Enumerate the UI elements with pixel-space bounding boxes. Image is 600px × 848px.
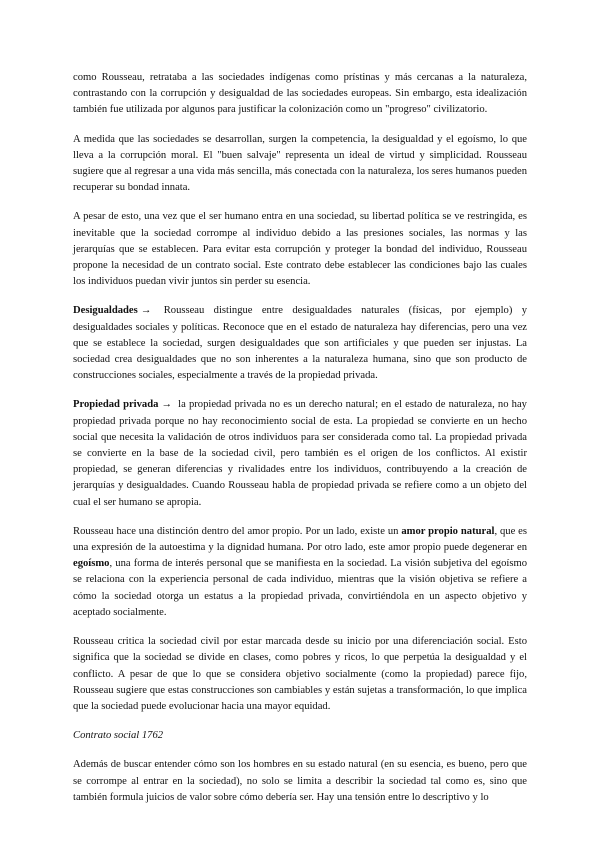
paragraph-sociedad-civil: Rousseau critica la sociedad civil por estar marcada desde su inicio por una diferenciación social. Esto significa que la sociedad se divide en clases, como pobres y ricos, lo que perpetúa la desigualdad y el conflicto. A pesar de que lo que se considera objetivo socialmente (como la propiedad) parece fijo, Rousseau sugiere que estas construcciones son cambiables y están sujetas a transformación, lo que implica que la sociedad puede evolucionar hacia una mayor equidad.	[73, 636, 527, 712]
paragraph-buen-salvaje: A medida que las sociedades se desarrollan, surgen la competencia, la desigualdad y el egoísmo, lo que lleva a la corrupción moral. El "buen salvaje" representa un ideal de virtud y simplicidad. Rousseau sugiere que al regresar a una vida más sencilla, más conectada con la naturaleza, los seres humanos pueden recuperar su bondad innata.	[73, 133, 527, 194]
desigualdades-text: Rousseau distingue entre desigualdades naturales (físicas, por ejemplo) y desigualdades sociales y políticas. Reconoce que en el estado de naturaleza hay diferencias, pero una vez que se establece la sociedad, surgen desigualdades que son artificiales y que pueden ser injustas. La sociedad crea desigualdades que no son inherentes a la naturaleza humana, sino que son producto de construcciones sociales, especialmente a través de la propiedad privada.	[73, 305, 527, 382]
paragraph-intro: como Rousseau, retrataba a las sociedades indígenas como prístinas y más cercanas a la naturaleza, contrastando con la corrupción y desigualdad de las sociedades europeas. Sin embargo, esta idealización también fue utilizada por algunos para justificar la colonización como un "progreso" civilizatorio.	[73, 72, 527, 116]
propiedad-privada-text: la propiedad privada no es un derecho natural; en el estado de naturaleza, no hay propiedad privada porque no hay reconocimiento social de esta. La propiedad se convierte en un hecho social que necesita la validación de otros individuos para ser considerada como tal. La propiedad privada se convierte en la base de la sociedad civil, pero también es el origen de los conflictos. Al existir propiedad, se generan diferencias y rivalidades entre los individuos, contribuyendo a la creación de jerarquías y desigualdades. Cuando Rousseau habla de propiedad privada se refiere como a un objeto del cual el ser humano se apropia.	[73, 399, 527, 508]
document-page	[73, 70, 527, 819]
paragraph-desigualdades	[73, 303, 527, 384]
amor-propio-text-c: , que es una expresión de la autoestima y la dignidad humana. Por otro lado, este amor propio puede degenerar en	[73, 525, 527, 554]
paragraph-estado-natural: Además de buscar entender cómo son los hombres en su estado natural (en su esencia, es bueno, pero que se corrompe al entrar en la sociedad), no solo se limita a describir la sociedad tal como es, sino que también formula juicios de valor sobre cómo debería ser. Hay una tensión entre lo descriptivo y lo	[73, 759, 527, 803]
egoismo-term: egoísmo	[73, 558, 110, 570]
paragraph-contrato: A pesar de esto, una vez que el ser humano entra en una sociedad, su libertad política se ve restringida, es inevitable que la sociedad corrompe al individuo debido a las presiones sociales, las normas y las jerarquías que se establecen. Para evitar esta corrupción y proteger la bondad del individuo, Rousseau propone la necesidad de un contrato social. Este contrato debe establecer las condiciones bajo las cuales los individuos puedan vivir juntos sin perder su esencia.	[73, 211, 527, 288]
amor-propio-text-e: , una forma de interés personal que se manifiesta en la sociedad. La visión subjetiva del egoísmo se relaciona con la experiencia personal de cada individuo, mientras que la visión objetiva se refiere a cómo la sociedad otorga un estatus a la propiedad privada, convirtiéndola en un aspecto objetivo y aceptado socialmente.	[73, 558, 527, 618]
propiedad-privada-label: Propiedad privada	[73, 399, 159, 411]
amor-propio-natural-term: amor propio natural	[401, 525, 495, 537]
arrow-right-icon: →	[140, 305, 152, 317]
section-title-contrato-social: Contrato social 1762	[73, 730, 164, 742]
amor-propio-text-a: Rousseau hace una distinción dentro del amor propio. Por un lado, existe un	[73, 525, 399, 537]
paragraph-amor-propio	[73, 524, 527, 621]
arrow-right-icon: →	[161, 399, 172, 411]
desigualdades-label: Desigualdades	[73, 305, 138, 317]
paragraph-propiedad-privada	[73, 397, 527, 510]
